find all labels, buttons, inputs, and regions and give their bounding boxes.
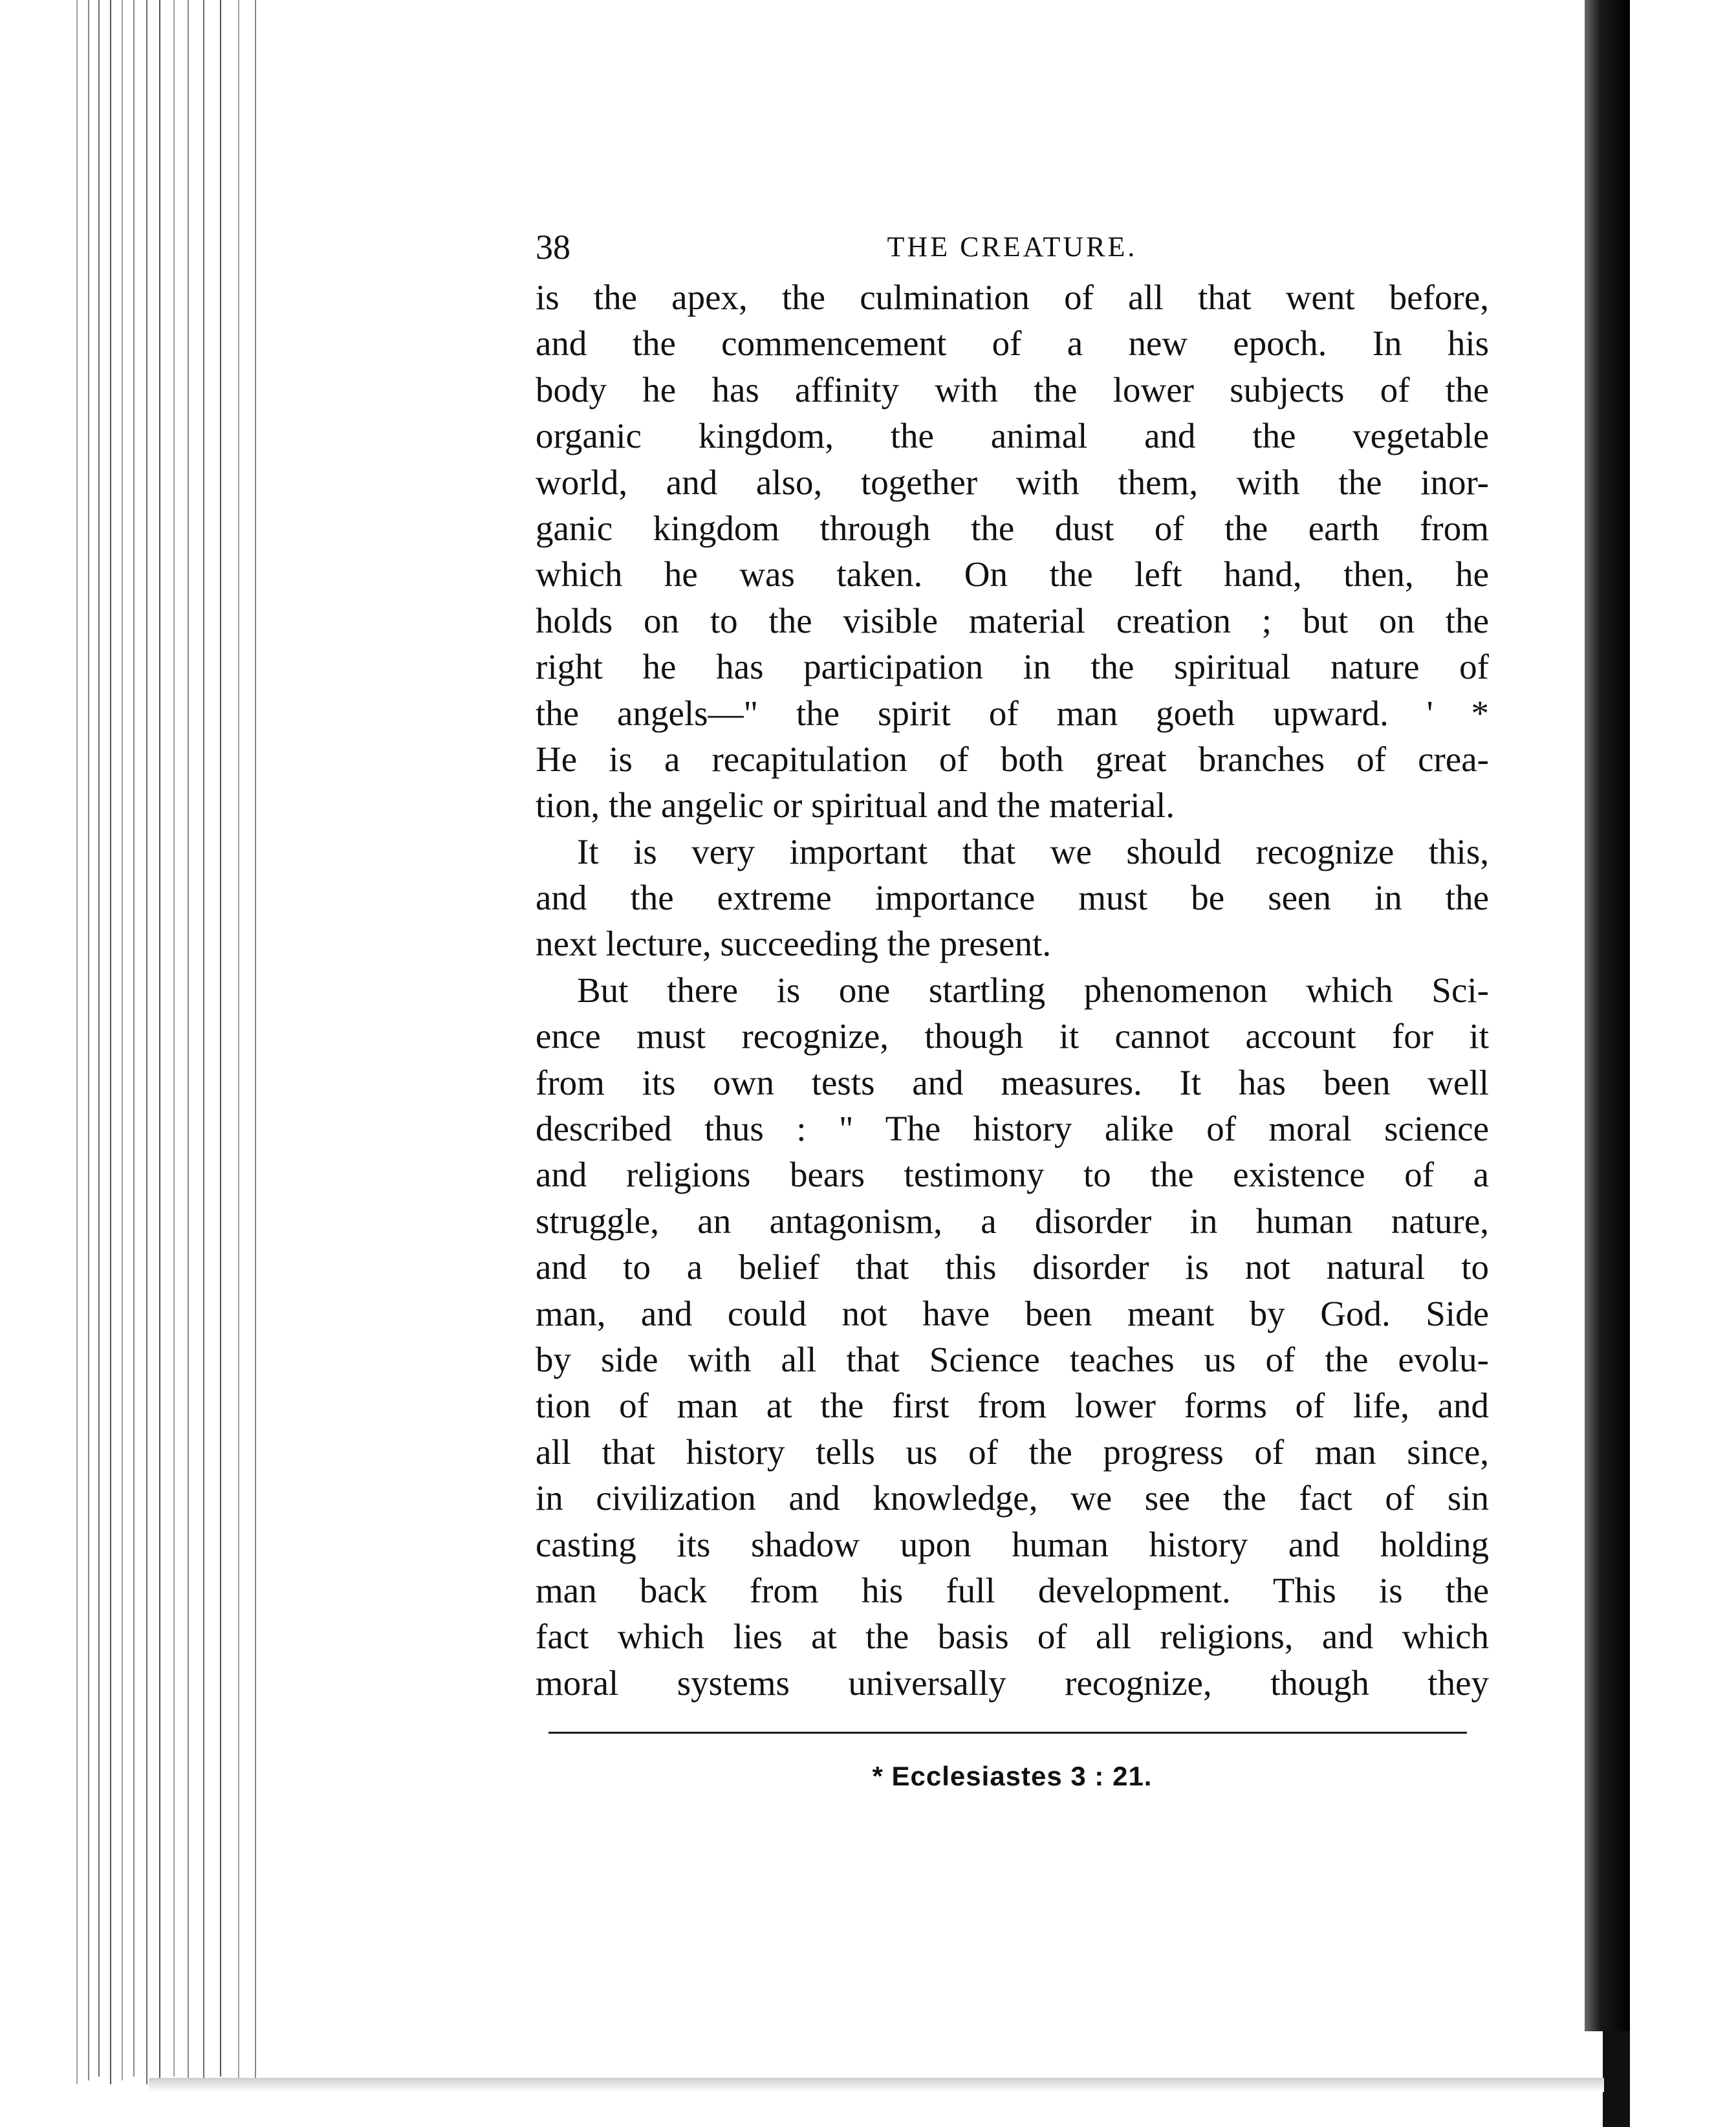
- text-line: and the extreme importance must be seen in the: [536, 878, 1489, 918]
- page-number: 38: [536, 228, 570, 267]
- text-line: ganic kingdom through the dust of the earth from: [536, 508, 1489, 548]
- text-line: the angels—" the spirit of man goeth upward. ' *: [536, 693, 1489, 733]
- text-line: right he has participation in the spiritual nature of: [536, 647, 1489, 687]
- text-line: fact which lies at the basis of all religions, and which: [536, 1617, 1489, 1657]
- bottom-page-shadow: [149, 2078, 1604, 2092]
- text-line: and religions bears testimony to the existence of a: [536, 1155, 1489, 1195]
- text-line: casting its shadow upon human history and holding: [536, 1524, 1489, 1564]
- text-line: struggle, an antagonism, a disorder in human nature,: [536, 1201, 1489, 1241]
- page-edge-line: [220, 0, 221, 2077]
- text-line: next lecture, succeeding the present.: [536, 924, 1052, 964]
- text-line: is the apex, the culmination of all that went before,: [536, 278, 1489, 317]
- text-line: It is very important that we should recognize this,: [577, 831, 1489, 871]
- text-line: But there is one startling phenomenon which Sci-: [577, 970, 1489, 1010]
- text-page: [536, 220, 1489, 1792]
- text-line: from its own tests and measures. It has been well: [536, 1062, 1489, 1102]
- text-line: tion of man at the first from lower forms of life, and: [536, 1386, 1489, 1426]
- body-text: [536, 274, 1489, 1706]
- text-line: organic kingdom, the animal and the vegetable: [536, 416, 1489, 456]
- page-edge-line: [238, 0, 239, 2084]
- page-edge-line: [88, 0, 89, 2080]
- text-line: and the commencement of a new epoch. In his: [536, 323, 1489, 364]
- text-line: and to a belief that this disorder is not natural to: [536, 1247, 1489, 1287]
- page-edge-line: [159, 0, 160, 2080]
- text-line: man, and could not have been meant by God. Side: [536, 1293, 1489, 1333]
- running-title: THE CREATURE.: [887, 231, 1138, 263]
- page-edge-line: [133, 0, 135, 2077]
- text-line: He is a recapitulation of both great branches of crea-: [536, 739, 1489, 779]
- book-binding-shadow-tail: [1603, 2031, 1630, 2127]
- footnote-rule: [548, 1732, 1467, 1734]
- page-edge-line: [188, 0, 189, 2084]
- page-edge-line: [76, 0, 78, 2084]
- page-edge-line: [98, 0, 100, 2077]
- page-edge-line: [122, 0, 123, 2080]
- text-line: tion, the angelic or spiritual and the material.: [536, 785, 1175, 825]
- book-binding-shadow: [1585, 0, 1630, 2031]
- text-line: man back from his full development. This is the: [536, 1570, 1489, 1610]
- text-line: by side with all that Science teaches us of the evolu-: [536, 1339, 1489, 1379]
- text-line: moral systems universally recognize, though they: [536, 1663, 1489, 1703]
- text-line: described thus : " The history alike of moral science: [536, 1109, 1489, 1149]
- text-line: ence must recognize, though it cannot account for it: [536, 1016, 1489, 1056]
- footnote: * Ecclesiastes 3 : 21.: [872, 1761, 1153, 1792]
- text-line: world, and also, together with them, with the inor-: [536, 462, 1489, 502]
- running-head: [536, 220, 1489, 274]
- stacked-page-edges: [76, 0, 264, 2084]
- page-edge-line: [173, 0, 175, 2077]
- text-line: which he was taken. On the left hand, then, he: [536, 554, 1489, 594]
- page-edge-line: [203, 0, 204, 2080]
- page-edge-line: [146, 0, 147, 2084]
- text-line: in civilization and knowledge, we see the fact of sin: [536, 1478, 1489, 1518]
- text-line: holds on to the visible material creation ; but on the: [536, 600, 1489, 640]
- text-line: body he has affinity with the lower subjects of the: [536, 369, 1489, 409]
- page-edge-line: [255, 0, 256, 2080]
- page-edge-line: [110, 0, 111, 2084]
- text-line: all that history tells us of the progress of man since,: [536, 1432, 1489, 1472]
